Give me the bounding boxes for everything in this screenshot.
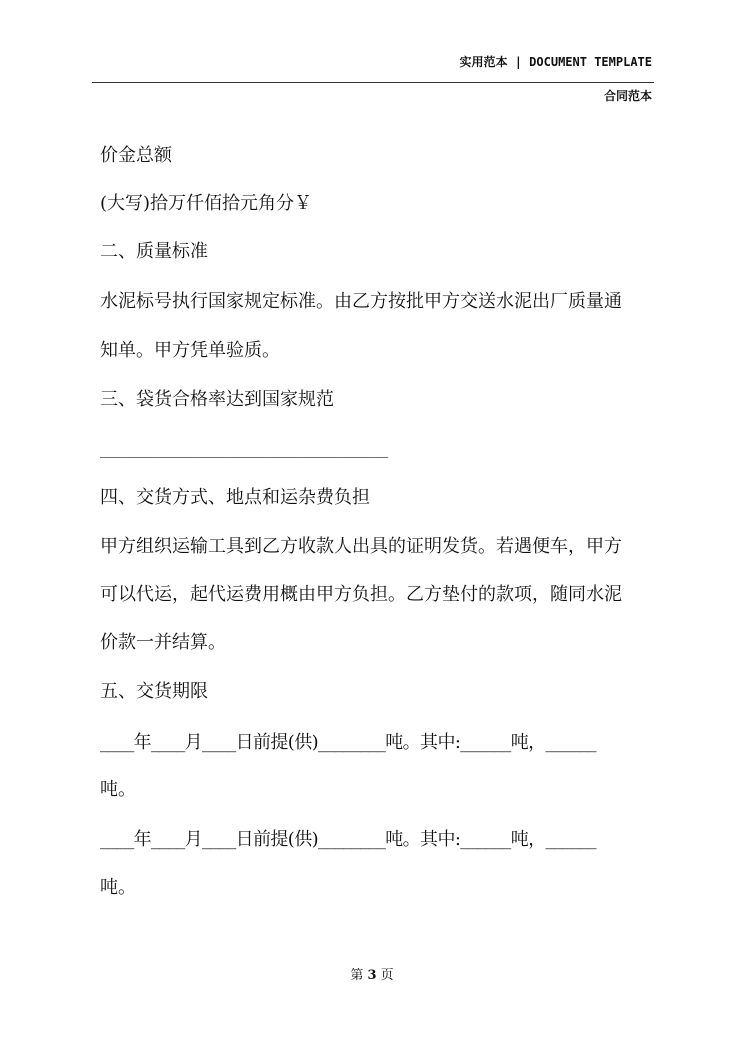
page-footer [0,964,744,983]
price-in-words: (大写)拾万仟佰拾元角分￥ [100,193,313,214]
price-total-heading: 价金总额 [100,145,172,166]
quality-paragraph-line-2: 知单。甲方凭单验质。 [100,340,280,361]
header-title: 实用范本 | DOCUMENT TEMPLATE [459,55,652,69]
blank-fill-line: ________________________________________ [100,440,389,458]
header-subtitle: 合同范本 [603,89,652,103]
section-quality-heading: 二、质量标准 [100,241,208,262]
delivery-paragraph-line-3: 价款一并结算。 [100,632,226,653]
page-number-suffix: 页 [380,968,394,983]
deadline-entry-1: ____年____月____日前提(供)________吨。其中:______吨，______ [100,732,596,753]
deadline-entry-1-unit: 吨。 [100,779,136,800]
deadline-entry-2-unit: 吨。 [100,877,136,898]
page-number: 3 [367,968,377,983]
quality-paragraph-line-1: 水泥标号执行国家规定标准。由乙方按批甲方交送水泥出厂质量通 [100,291,622,312]
page-number-prefix: 第 [350,968,364,983]
section-delivery-heading: 四、交货方式、地点和运杂费负担 [100,487,370,508]
header-divider [92,82,654,83]
delivery-paragraph-line-2: 可以代运，起代运费用概由甲方负担。乙方垫付的款项，随同水泥 [100,584,622,605]
delivery-paragraph-line-1: 甲方组织运输工具到乙方收款人出具的证明发货。若遇便车，甲方 [100,536,622,557]
deadline-entry-2: ____年____月____日前提(供)________吨。其中:______吨，______ [100,829,596,850]
section-deadline-heading: 五、交货期限 [100,681,208,702]
section-bag-rate-heading: 三、袋货合格率达到国家规范 [100,389,334,410]
